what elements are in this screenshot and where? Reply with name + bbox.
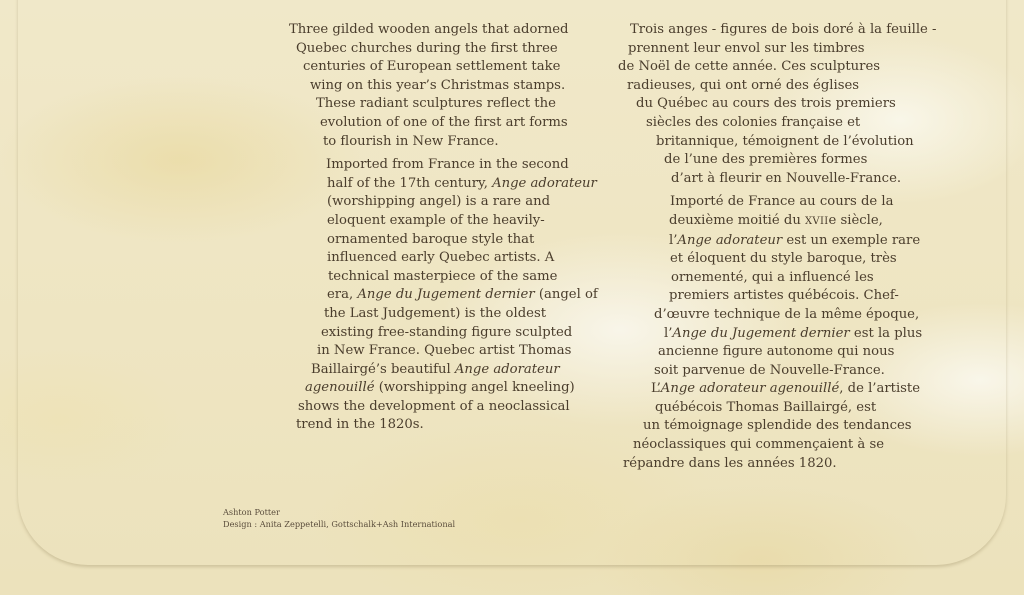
text-run: XVII [805,215,829,227]
french-text-line: de Noël de cette année. Ces sculptures [618,59,881,75]
text-run: , de l’artiste [839,381,921,397]
french-text-line: Trois anges - figures de bois doré à la feuille - [630,22,937,37]
text-run: premiers artistes québécois. Chef- [669,288,899,304]
english-text-line [284,398,598,417]
text-run: in New France. Quebec artist Thomas [317,343,572,359]
text-run: Baillairgé’s beautiful [311,361,455,377]
italic-title: Ange du Jugement dernier [357,287,535,303]
french-text-line [618,455,937,474]
french-text-line: britannique, témoignent de l’évolution [656,133,914,149]
english-text-line [284,212,598,231]
english-text-line [284,379,598,398]
text-run: (worshipping angel) is a rare and [327,194,551,210]
text-run: influenced early Quebec artists. A [327,250,555,266]
french-text-line: de l’une des premières formes [664,152,868,168]
english-paragraph-2 [284,156,598,435]
text-run: et éloquent du style baroque, très [670,251,897,267]
english-text-line [284,305,598,324]
text-run: l’ [669,232,678,248]
english-text-line: evolution of one of the first art forms [320,114,568,130]
text-run: technical masterpiece of the same [328,268,558,284]
english-text-line: wing on this year’s Christmas stamps. [310,77,566,93]
text-run: l’ [664,325,673,341]
text-run: néoclassiques qui commençaient à se [633,437,885,453]
english-text-column [284,21,598,435]
text-run: trend in the 1820s. [296,417,424,433]
english-text-line: centuries of European settlement take [303,59,561,75]
french-text-line [618,269,937,288]
text-run: L’ [651,381,661,397]
text-run: Imported from France in the second [326,157,569,173]
english-text-line [284,361,598,380]
text-run: existing free-standing figure sculpted [321,324,573,340]
credits-block [223,506,455,530]
italic-title: Ange adorateur [454,361,560,377]
text-run: shows the development of a neoclassical [298,398,570,414]
french-text-line: radieuses, qui ont orné des églises [627,77,860,93]
french-text-line: d’art à fleurir en Nouvelle-France. [671,170,902,186]
text-run: un témoignage splendide des tendances [643,418,912,434]
french-text-line [618,343,937,362]
english-text-line [284,286,598,305]
french-text-line [618,325,937,344]
english-text-line: Quebec churches during the first three [296,40,558,56]
text-run: est un exemple rare [782,232,921,248]
english-text-line [284,156,598,175]
text-run: half of the 17th century, [327,175,493,191]
design-credit: Design : Anita Zeppetelli, Gottschalk+Ash International [223,519,456,529]
french-text-line [618,306,937,325]
french-text-line [618,193,937,212]
english-paragraph-1 [284,21,598,151]
french-text-line [618,362,937,381]
italic-title: Ange adorateur agenouillé [660,381,840,397]
french-text-line [618,250,937,269]
french-paragraph-2 [618,193,937,473]
english-text-line [284,175,598,194]
french-text-line [618,399,937,418]
english-text-line: to flourish in New France. [323,133,499,149]
text-run: ornementé, qui a influencé les [671,269,874,285]
italic-title: Ange adorateur [492,175,597,191]
text-run: e siècle, [828,212,883,228]
english-text-line [284,324,598,343]
french-text-column [618,21,937,473]
english-text-line: Three gilded wooden angels that adorned [289,22,569,37]
text-run: (angel of [534,287,598,303]
english-text-line [284,268,598,287]
text-run: répandre dans les années 1820. [623,455,837,471]
italic-title: Ange adorateur [677,232,783,248]
french-text-line [618,417,937,436]
text-run: est la plus [849,325,923,341]
italic-title: Ange du Jugement dernier [672,325,850,341]
english-text-line [284,193,598,212]
french-text-line: prennent leur envol sur les timbres [628,40,865,56]
french-text-line [618,436,937,455]
text-run: Importé de France au cours de la [670,194,894,210]
english-text-line [284,231,598,250]
english-text-line: These radiant sculptures reflect the [316,96,556,112]
french-text-line: siècles des colonies française et [646,114,861,130]
french-text-line: du Québec au cours des trois premiers [636,96,896,112]
printer-credit: Ashton Potter [223,507,280,517]
text-run: d’œuvre technique de la même époque, [654,306,920,322]
text-run: era, [327,287,358,303]
english-text-line [284,249,598,268]
french-text-line [618,232,937,251]
text-run: ornamented baroque style that [327,231,535,247]
text-run: eloquent example of the heavily- [327,212,545,228]
text-run: deuxième moitié du [669,212,806,228]
italic-title: agenouillé [305,380,375,396]
french-text-line [618,212,937,232]
text-run: soit parvenue de Nouvelle-France. [654,362,885,378]
english-text-line [284,342,598,361]
text-run: the Last Judgement) is the oldest [324,305,547,321]
french-paragraph-1 [618,21,937,188]
english-text-line [284,416,598,435]
text-run: québécois Thomas Baillairgé, est [655,399,877,415]
french-text-line [618,380,937,399]
french-text-line [618,287,937,306]
text-run: (worshipping angel kneeling) [374,380,575,396]
text-run: ancienne figure autonome qui nous [658,344,895,360]
